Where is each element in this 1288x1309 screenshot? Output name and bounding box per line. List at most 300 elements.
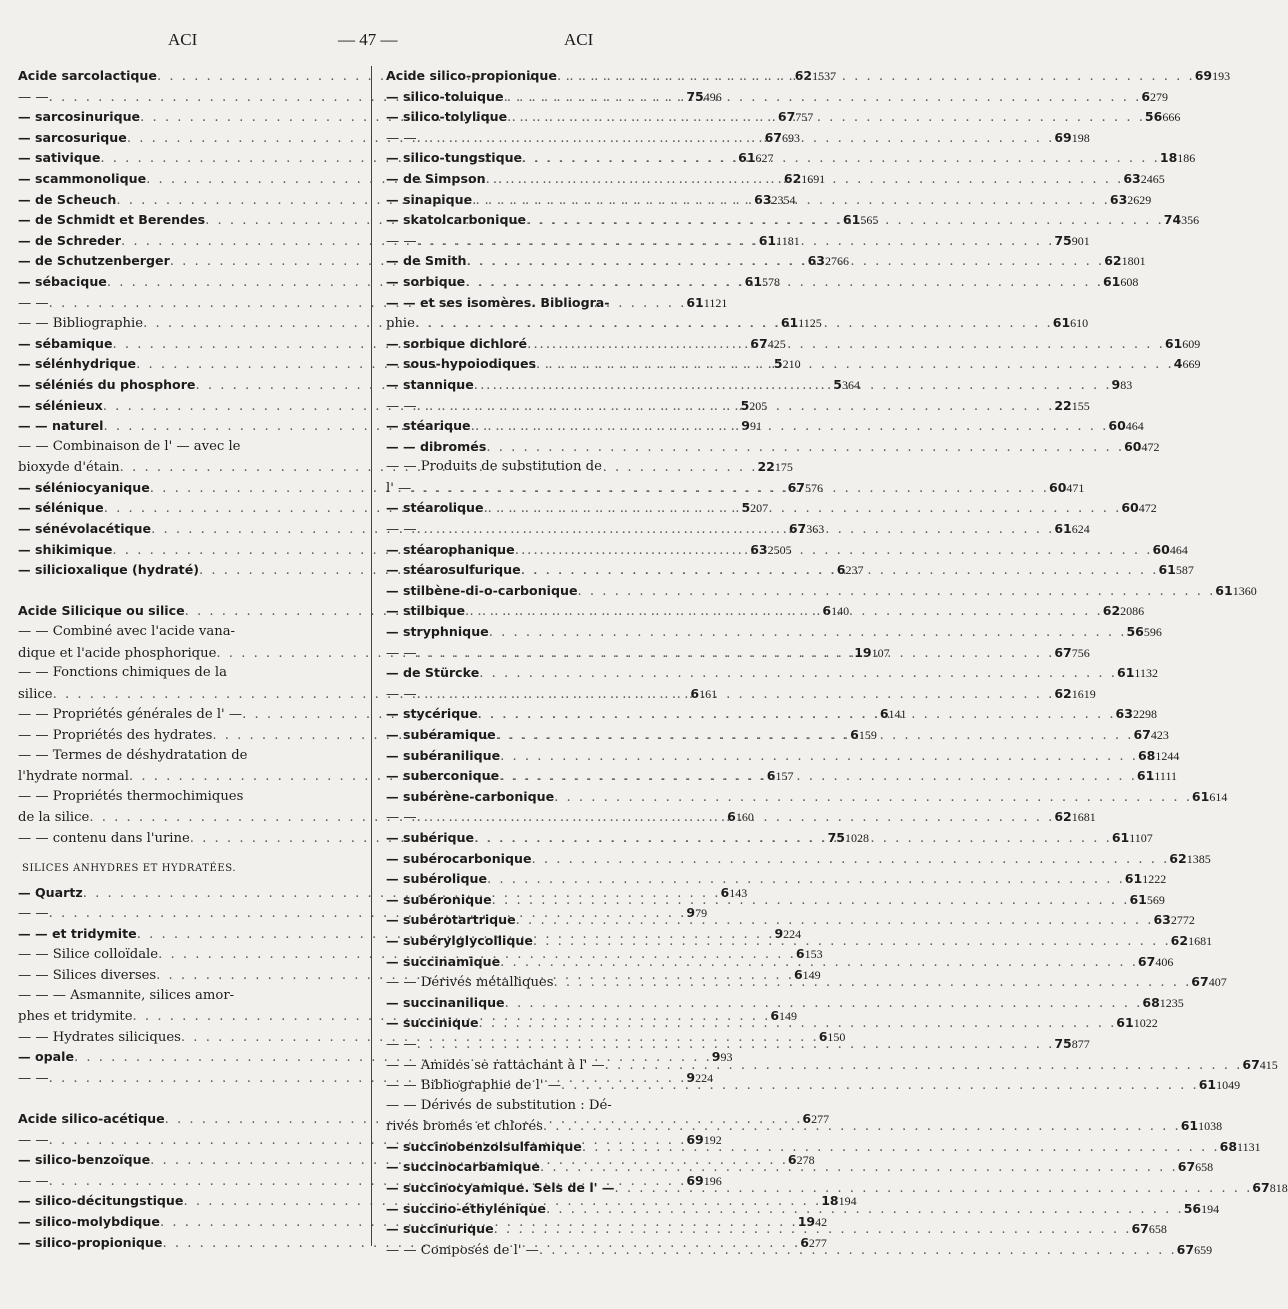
leader-dots (478, 705, 1116, 726)
index-entry (18, 231, 800, 252)
entry-volume: 6 (793, 966, 803, 982)
entry-volume: 63 (1123, 170, 1141, 186)
leader-dots (505, 994, 1143, 1015)
entry-volume: 69 (686, 1131, 704, 1147)
entry-volume: 61 (1180, 1118, 1199, 1134)
entry-term: — silico-benzoïque (18, 1152, 151, 1168)
entry-volume: 62 (1170, 932, 1189, 948)
entry-term: — — (386, 233, 417, 249)
entry-volume: 67 (750, 335, 768, 351)
entry-term: — — Propriétés des hydrates (18, 728, 213, 743)
entry-page: 614 (1209, 789, 1228, 804)
entry-volume: 68 (1137, 747, 1156, 763)
leader-dots (507, 108, 1145, 129)
entry-volume: 60 (1049, 479, 1067, 495)
entry-term: — subérocarbonique (386, 850, 532, 866)
entry-page: 610 (1070, 316, 1089, 331)
entry-page: 207 (750, 501, 769, 516)
entry-page: 2505 (767, 542, 792, 557)
index-entry (18, 643, 890, 664)
section-gap (18, 1089, 366, 1110)
entry-term: — — Propriétés thermochimiques (18, 788, 244, 804)
entry-term: — — Termes de déshydratation de (18, 747, 248, 763)
index-entry (18, 684, 718, 705)
entry-page: 2298 (1132, 707, 1157, 722)
entry-volume: 61 (1136, 768, 1155, 784)
entry-term: — — (386, 1036, 417, 1052)
leader-dots (543, 1117, 1181, 1138)
entry-volume: 62 (1104, 253, 1122, 269)
entry-term: — subérique (386, 829, 475, 845)
entry-volume: 75 (1054, 232, 1072, 248)
entry-term: — — Combinaison de l' — avec le (18, 438, 241, 454)
leader-dots (516, 911, 1154, 932)
entry-volume: 67 (1133, 727, 1151, 742)
entry-volume: 67 (788, 521, 807, 537)
entry-volume: 6 (879, 706, 889, 722)
entry-page: 658 (1148, 1222, 1167, 1237)
index-entry (386, 581, 1257, 602)
entry-term: — séléniés du phosphore (18, 376, 196, 392)
leader-dots (484, 499, 1122, 520)
entry-page: 91 (749, 419, 762, 434)
entry-volume: 69 (686, 1172, 704, 1188)
entry-page: 1801 (1121, 254, 1146, 269)
entry-volume: 9 (1111, 376, 1121, 392)
entry-page: 1691 (801, 171, 826, 186)
leader-dots (465, 602, 1103, 623)
entry-term: — subérène-carbonique (386, 788, 555, 804)
entry-page: 1038 (1198, 1119, 1223, 1134)
entry-page: 406 (1155, 954, 1174, 969)
entry-page: 1619 (1071, 686, 1096, 701)
leader-dots (540, 1158, 1178, 1179)
running-head-left: ACI (168, 30, 198, 49)
index-entry (386, 849, 1211, 870)
leader-dots (417, 685, 1055, 706)
entry-term: — succinanilique (386, 994, 505, 1010)
entry-page: 464 (1125, 419, 1144, 434)
entry-page: 2766 (824, 254, 849, 269)
entry-page: 205 (749, 398, 768, 413)
entry-page: 194 (838, 1194, 857, 1209)
page-number: — 47 — (338, 30, 398, 49)
entry-term: — de Schreder (18, 232, 121, 248)
entry-page: 464 (1169, 542, 1188, 557)
entry-volume: 6 (802, 1111, 812, 1127)
entry-volume: 67 (1137, 953, 1156, 969)
entry-page: 278 (796, 1153, 815, 1168)
leader-dots (417, 397, 1055, 418)
entry-page: 186 (1177, 151, 1196, 166)
entry-page: 659 (1194, 1242, 1213, 1257)
entry-term: bioxyde d'étain (18, 460, 120, 476)
entry-term: — sélénique (18, 500, 104, 516)
index-entry (386, 684, 1096, 705)
entry-volume: 62 (783, 170, 802, 186)
index-entry (386, 663, 1158, 684)
leader-dots (521, 561, 1159, 582)
entry-volume: 6 (727, 809, 736, 825)
entry-term: — stannique (386, 376, 474, 392)
entry-page: 198 (1071, 130, 1090, 145)
entry-page: 1111 (1154, 769, 1177, 784)
entry-page: 1022 (1133, 1016, 1158, 1031)
index-entry (18, 437, 366, 458)
entry-term: — — Silice colloïdale (18, 947, 159, 963)
entry-term: — silicioxalique (hydraté) (18, 562, 199, 578)
entry-page: 666 (1162, 110, 1181, 125)
entry-term: — silico-propionique (18, 1234, 163, 1250)
leader-dots (499, 767, 1137, 788)
entry-volume: 61 (1191, 788, 1210, 804)
entry-volume: 63 (1153, 912, 1171, 928)
entry-volume: 61 (738, 150, 756, 166)
entry-term: — scammonolique (18, 170, 147, 186)
entry-term: — de Stürcke (386, 665, 480, 681)
entry-volume: 56 (1126, 624, 1144, 640)
entry-page: 161 (699, 686, 718, 701)
entry-term: rivés bromés et chlorés (386, 1119, 543, 1135)
entry-volume: 6 (766, 768, 776, 784)
index-entry (386, 457, 742, 478)
entry-term: — stilbène-di-o-carbonique (386, 582, 578, 598)
entry-volume: 63 (1115, 706, 1133, 722)
entry-term: — — Hydrates siliciques (18, 1029, 181, 1045)
entry-term: — sélénhydrique (18, 356, 137, 372)
entry-term: — — Silices diverses (18, 967, 157, 983)
leader-dots (539, 1241, 1177, 1262)
entry-volume: 9 (686, 905, 696, 921)
index-entry (18, 478, 823, 499)
entry-page: 471 (1066, 480, 1085, 495)
entry-volume: 9 (686, 1069, 696, 1085)
entry-volume: 60 (1124, 438, 1142, 454)
entry-page: 1681 (1188, 933, 1213, 948)
entry-term: — — (386, 130, 417, 146)
entry-term: — — (386, 522, 417, 538)
entry-volume: 5 (833, 376, 842, 392)
section-gap (18, 581, 366, 602)
entry-volume: 63 (807, 253, 825, 269)
index-entry (18, 519, 825, 540)
entry-page: 363 (806, 522, 825, 537)
entry-term: — shikimique (18, 541, 113, 557)
entry-volume: 68 (1219, 1138, 1238, 1154)
entry-volume: 62 (1054, 809, 1072, 825)
entry-term: — — (386, 810, 417, 826)
entry-volume: 61 (1129, 891, 1147, 907)
entry-volume: 61 (1116, 1015, 1134, 1031)
index-entry (18, 986, 366, 1007)
entry-volume: 61 (1052, 315, 1071, 331)
entry-page: 757 (795, 110, 814, 125)
entry-volume: 61 (744, 273, 763, 289)
entry-page: 1181 (776, 233, 800, 248)
entry-term: — — Dérivés métalliques (386, 975, 554, 991)
entry-term: — sinapique (386, 191, 473, 207)
index-entry (386, 622, 1162, 643)
entry-page: 609 (1182, 336, 1201, 351)
entry-term: — silico-molybdique (18, 1214, 160, 1230)
entry-page: 624 (1071, 522, 1090, 537)
entry-volume: 9 (711, 1049, 721, 1065)
entry-volume: 60 (1152, 541, 1170, 557)
entry-volume: 5 (740, 397, 750, 413)
leader-dots (417, 644, 1055, 665)
entry-page: 1132 (1134, 666, 1158, 681)
entry-term: — sébacique (18, 273, 107, 289)
entry-term: — opale (18, 1049, 75, 1065)
leader-dots (522, 149, 1160, 170)
entry-term: — sébamique (18, 335, 113, 351)
index-entry (386, 746, 1180, 767)
entry-term: — Quartz (18, 884, 83, 900)
leader-dots (417, 808, 1055, 829)
entry-term: — — et tridymite (18, 925, 137, 941)
entry-volume: 6 (795, 946, 805, 962)
entry-page: 669 (1182, 357, 1201, 372)
entry-volume: 61 (1164, 335, 1183, 351)
index-entry (386, 993, 1184, 1014)
entry-term: — — et ses isomères. Bibliogra- (386, 294, 610, 310)
entry-term: — — Composés de l' — (386, 1242, 539, 1258)
leader-dots (582, 1138, 1220, 1159)
leader-dots (500, 953, 1138, 974)
leader-dots (526, 211, 1164, 232)
page-header (0, 30, 800, 54)
entry-volume: 67 (777, 109, 796, 125)
entry-volume: 63 (754, 191, 772, 207)
entry-term: — succinocyamique. Sels de l' — (386, 1180, 615, 1196)
entry-page: 1049 (1216, 1078, 1241, 1093)
entry-page: 901 (1071, 233, 1090, 248)
leader-dots (465, 273, 1103, 294)
entry-term: — stryphnique (386, 624, 489, 640)
entry-volume: 67 (787, 479, 805, 495)
column-divider (371, 66, 372, 1246)
entry-page: 42 (815, 1215, 828, 1230)
entry-page: 425 (767, 336, 786, 351)
index-entry (386, 437, 1160, 458)
leader-dots (615, 1179, 1253, 1200)
entry-term: l' — (386, 480, 412, 496)
entry-volume: 67 (1176, 1241, 1195, 1257)
entry-page: 578 (762, 274, 781, 289)
entry-page: 279 (1150, 89, 1169, 104)
entry-term: — — (18, 89, 49, 105)
entry-page: 587 (1175, 563, 1194, 578)
entry-volume: 61 (1054, 521, 1072, 537)
entry-volume: 74 (1163, 212, 1182, 228)
entry-volume: 68 (1142, 994, 1160, 1010)
entry-page: 150 (827, 1029, 846, 1044)
entry-volume: 61 (1215, 582, 1233, 598)
entry-volume: 6 (770, 1008, 780, 1024)
entry-volume: 5 (773, 356, 783, 372)
entry-term: — subéramique (386, 727, 496, 742)
index-entry (18, 1027, 846, 1048)
entry-page: 2354 (771, 192, 796, 207)
entry-page: 149 (779, 1009, 798, 1024)
entry-term: Acide sarcolactique (18, 68, 157, 83)
entry-term: l'hydrate normal (18, 769, 130, 785)
entry-term: silice (18, 686, 53, 702)
leader-dots (411, 479, 1049, 500)
index-entry (386, 1075, 1241, 1096)
entry-term: — — — Asmannite, silices amor- (18, 987, 235, 1003)
entry-term: — — (386, 398, 417, 414)
entry-term: — de Schutzenberger (18, 253, 170, 269)
leader-dots (417, 232, 1055, 253)
entry-page: 2629 (1127, 192, 1152, 207)
leader-dots (496, 726, 1134, 747)
entry-volume: 56 (1183, 1200, 1202, 1216)
leader-dots (474, 829, 1112, 850)
leader-dots (532, 850, 1170, 871)
entry-term: — succinocarbamique (386, 1159, 540, 1175)
entry-volume: 6 (818, 1028, 828, 1044)
entry-page: 93 (720, 1050, 733, 1065)
leader-dots (504, 88, 1142, 109)
entry-term: — stycérique (386, 706, 478, 722)
leader-dots (527, 335, 1165, 356)
entry-term: — succino-éthylénique (386, 1200, 546, 1216)
entry-page: 140 (831, 604, 850, 619)
entry-page: 141 (888, 707, 907, 722)
leader-dots (578, 582, 1216, 603)
entry-term: — de Smith (386, 253, 467, 269)
leader-dots (474, 376, 1112, 397)
entry-page: 79 (695, 906, 708, 921)
entry-volume: 67 (764, 129, 782, 145)
entry-page: 1131 (1237, 1139, 1261, 1154)
entry-term: — stéarosulfurique (386, 562, 521, 578)
entry-volume: 9 (774, 925, 784, 941)
entry-page: 627 (755, 151, 774, 166)
entry-term: — — (18, 295, 49, 311)
entry-volume: 67 (1252, 1180, 1270, 1196)
leader-dots (479, 1014, 1117, 1035)
leader-dots (533, 932, 1171, 953)
entry-page: 143 (729, 885, 748, 900)
entry-page: 472 (1141, 439, 1160, 454)
leader-dots (417, 1035, 1055, 1056)
entry-volume: 62 (1102, 603, 1121, 619)
entry-page: 415 (1259, 1057, 1278, 1072)
entry-volume: 61 (1111, 829, 1130, 845)
entry-page: 224 (783, 926, 802, 941)
entry-term: — — (18, 906, 49, 922)
entry-page: 1107 (1129, 830, 1153, 845)
leader-dots (515, 541, 1153, 562)
entry-term: — sélénieux (18, 397, 103, 413)
entry-term: — silico-tolylique (386, 109, 508, 125)
entry-page: 423 (1150, 728, 1169, 742)
entry-term: — skatolcarbonique (386, 212, 526, 228)
entry-page: 277 (811, 1112, 830, 1127)
entry-page: 1121 (703, 295, 728, 310)
entry-volume: 61 (686, 294, 704, 310)
entry-page: 356 (1181, 213, 1200, 228)
entry-term: dique et l'acide phosphorique (18, 645, 217, 661)
entry-page: 818 (1269, 1181, 1288, 1196)
entry-page: 196 (703, 1173, 722, 1188)
entry-term: phes et tridymite (18, 1009, 133, 1025)
leader-dots (417, 520, 1055, 541)
entry-page: 83 (1120, 377, 1133, 392)
entry-volume: 61 (758, 232, 777, 248)
entry-page: 407 (1208, 975, 1227, 990)
entry-page: 160 (735, 810, 754, 825)
entry-page: 237 (845, 563, 864, 578)
entry-volume: 6 (836, 562, 846, 578)
entry-term: — de Simpson (386, 170, 486, 186)
leader-dots (546, 1200, 1184, 1221)
entry-term: — séléniocyanique (18, 479, 150, 495)
index-entry (386, 87, 1169, 108)
entry-volume: 6 (787, 1152, 797, 1168)
entry-term: — sénévolacétique (18, 521, 152, 537)
index-entry (18, 787, 366, 808)
index-entry (18, 807, 754, 828)
entry-page: 194 (1201, 1201, 1220, 1216)
entry-page: 1244 (1155, 748, 1180, 763)
entry-page: 877 (1071, 1036, 1090, 1051)
entry-page: 2086 (1120, 604, 1145, 619)
entry-term: — silico-tungstique (386, 150, 523, 166)
entry-volume: 67 (1242, 1056, 1260, 1072)
entry-term: — succinobenzolsulfamique (386, 1138, 582, 1154)
index-entry (386, 787, 1228, 808)
entry-term: — — (386, 645, 417, 661)
entry-term: de la silice (18, 810, 90, 826)
entry-volume: 61 (842, 212, 861, 228)
leader-dots (479, 664, 1117, 685)
entry-page: 576 (804, 480, 823, 495)
entry-volume: 75 (686, 88, 704, 104)
entry-page: 1222 (1142, 872, 1167, 887)
entry-volume: 61 (1158, 562, 1176, 578)
entry-volume: 61 (1198, 1077, 1217, 1093)
entry-volume: 61 (1102, 273, 1121, 289)
entry-page: 364 (841, 377, 860, 392)
entry-term: — stéarolique (386, 500, 484, 516)
index-entry (18, 396, 768, 417)
entry-page: 192 (703, 1132, 722, 1147)
entry-volume: 22 (1054, 397, 1072, 413)
entry-volume: 6 (690, 685, 700, 701)
entry-term: — — Amides se rattachant à l' — (386, 1057, 605, 1073)
entry-term: — — Produits de substitution de (386, 459, 602, 475)
entry-page: 1235 (1159, 995, 1184, 1010)
entry-term: — — Bibliographie (18, 316, 144, 332)
entry-term: — — (18, 1173, 49, 1189)
entry-page: 756 (1071, 645, 1090, 660)
entry-volume: 75 (827, 829, 845, 845)
index-entry (18, 128, 800, 149)
entry-term: — — Bibliographie de l' — (386, 1078, 561, 1094)
index-entry (386, 1096, 742, 1117)
entry-volume: 67 (1054, 644, 1072, 660)
entry-page: 569 (1146, 892, 1165, 907)
entry-term: — — (18, 1132, 49, 1148)
entry-volume: 69 (1054, 129, 1072, 145)
index-entry (386, 1137, 1261, 1158)
entry-term: Acide Silicique ou silice (18, 603, 185, 619)
entry-page: 1385 (1186, 851, 1211, 866)
entry-term: — stéarique (386, 418, 471, 434)
